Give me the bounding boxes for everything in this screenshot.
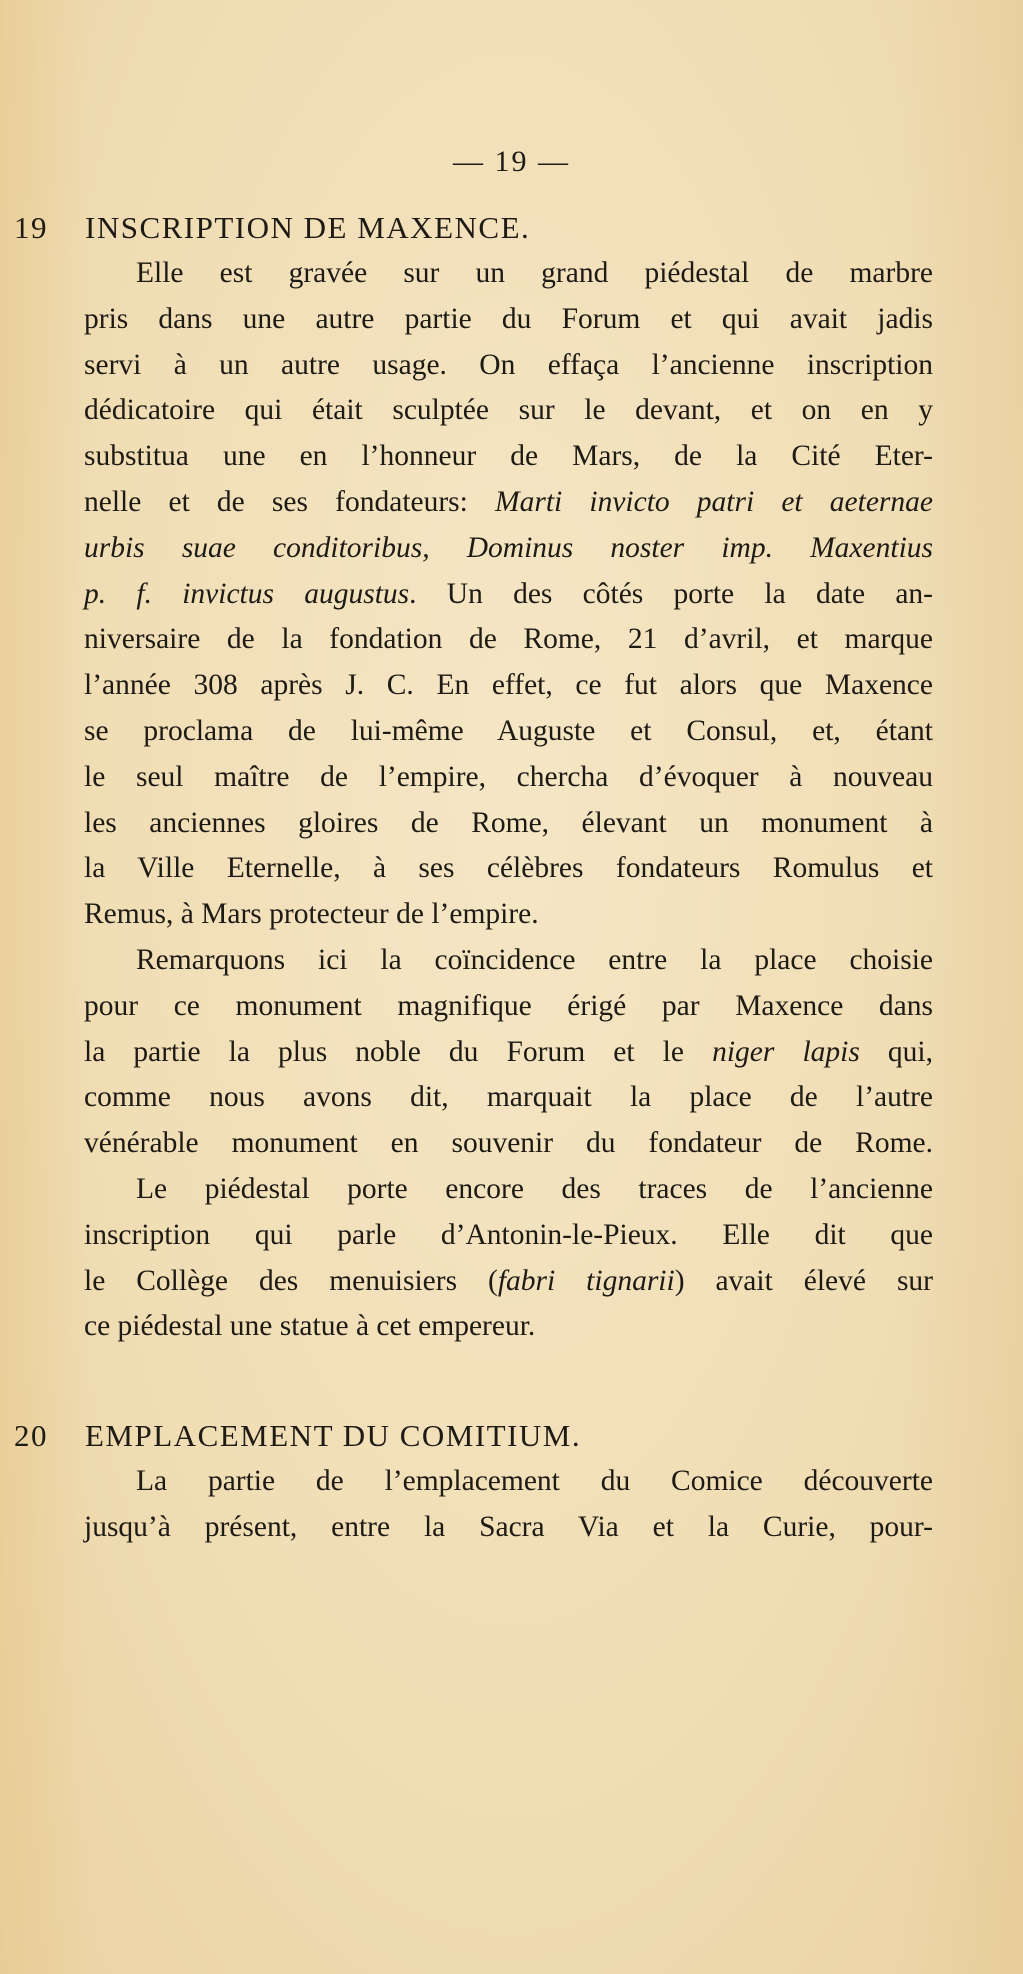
text-line: Elle est gravée sur un grand piédestal de marbre xyxy=(136,257,933,289)
section-title: INSCRIPTION DE MAXENCE. xyxy=(85,210,531,245)
text-line: la partie la plus noble du Forum et le niger lapis qui, xyxy=(84,1035,933,1068)
text-line: l’année 308 après J. C. En effet, ce fut alors que Maxence xyxy=(84,669,933,702)
text-line: p. f. invictus augustus. Un des côtés porte la date an- xyxy=(84,577,934,610)
text-line: substitua une en l’honneur de Mars, de la Cité Eter- xyxy=(84,440,933,473)
text-line: comme nous avons dit, marquait la place de l’autre xyxy=(84,1081,933,1114)
text-line: Le piédestal porte encore des traces de l’ancienne xyxy=(136,1172,933,1205)
text-line: niversaire de la fondation de Rome, 21 d’avril, et marque xyxy=(84,623,933,656)
section-body xyxy=(84,1459,933,1551)
text-line: La partie de l’emplacement du Comice découverte xyxy=(136,1465,933,1497)
text-line: la Ville Eternelle, à ses célèbres fondateurs Romulus et xyxy=(84,852,933,885)
paragraph xyxy=(84,251,933,938)
paragraph xyxy=(84,1459,933,1551)
text-line: le seul maître de l’empire, chercha d’évoquer à nouveau xyxy=(84,760,933,793)
text-line: inscription qui parle d’Antonin-le-Pieux. Elle dit que xyxy=(84,1218,933,1251)
paragraph xyxy=(84,1167,933,1350)
text-line: se proclama de lui-même Auguste et Consul, et, étant xyxy=(84,714,933,747)
text-line: pris dans une autre partie du Forum et qui avait jadis xyxy=(84,302,933,335)
text-line: servi à un autre usage. On effaça l’ancienne inscription xyxy=(84,348,933,381)
text-line: jusqu’à présent, entre la Sacra Via et la Curie, pour- xyxy=(84,1510,933,1543)
text-line: les anciennes gloires de Rome, élevant un monument à xyxy=(84,806,933,839)
section-heading xyxy=(0,1413,1023,1459)
latin-inscription: p. f. invictus augustus xyxy=(84,577,410,610)
paragraph xyxy=(84,938,933,1167)
section-body xyxy=(84,251,933,1350)
text-line: nelle et de ses fondateurs: Marti invicto patri et aeternae xyxy=(84,485,933,518)
text-line: pour ce monument magnifique érigé par Maxence dans xyxy=(84,989,933,1022)
page-number: — 19 — xyxy=(453,145,570,178)
latin-term: fabri tignarii xyxy=(497,1264,675,1297)
text-line: dédicatoire qui était sculptée sur le devant, et on en y xyxy=(84,394,933,427)
text-line xyxy=(84,526,933,572)
latin-term: niger lapis xyxy=(712,1035,860,1068)
text-line: ce piédestal une statue à cet empereur. xyxy=(84,1310,536,1343)
text-line: le Collège des menuisiers (fabri tignarii) avait élevé sur xyxy=(84,1264,933,1297)
section-heading xyxy=(0,205,1023,251)
text-line: vénérable monument en souvenir du fondateur de Rome. xyxy=(84,1127,933,1160)
text-line: Remus, à Mars protecteur de l’empire. xyxy=(84,898,539,931)
text-line: Remarquons ici la coïncidence entre la place choisie xyxy=(136,943,933,976)
latin-inscription: urbis suae conditoribus, Dominus noster imp. Maxentius xyxy=(84,531,933,564)
section-number: 20 xyxy=(14,1418,48,1453)
section-20 xyxy=(0,1413,1023,1551)
section-title: EMPLACEMENT DU COMITIUM. xyxy=(85,1418,582,1453)
latin-inscription: Marti invicto patri et aeternae xyxy=(495,485,933,518)
section-19 xyxy=(0,205,1023,1350)
section-number: 19 xyxy=(14,210,48,245)
